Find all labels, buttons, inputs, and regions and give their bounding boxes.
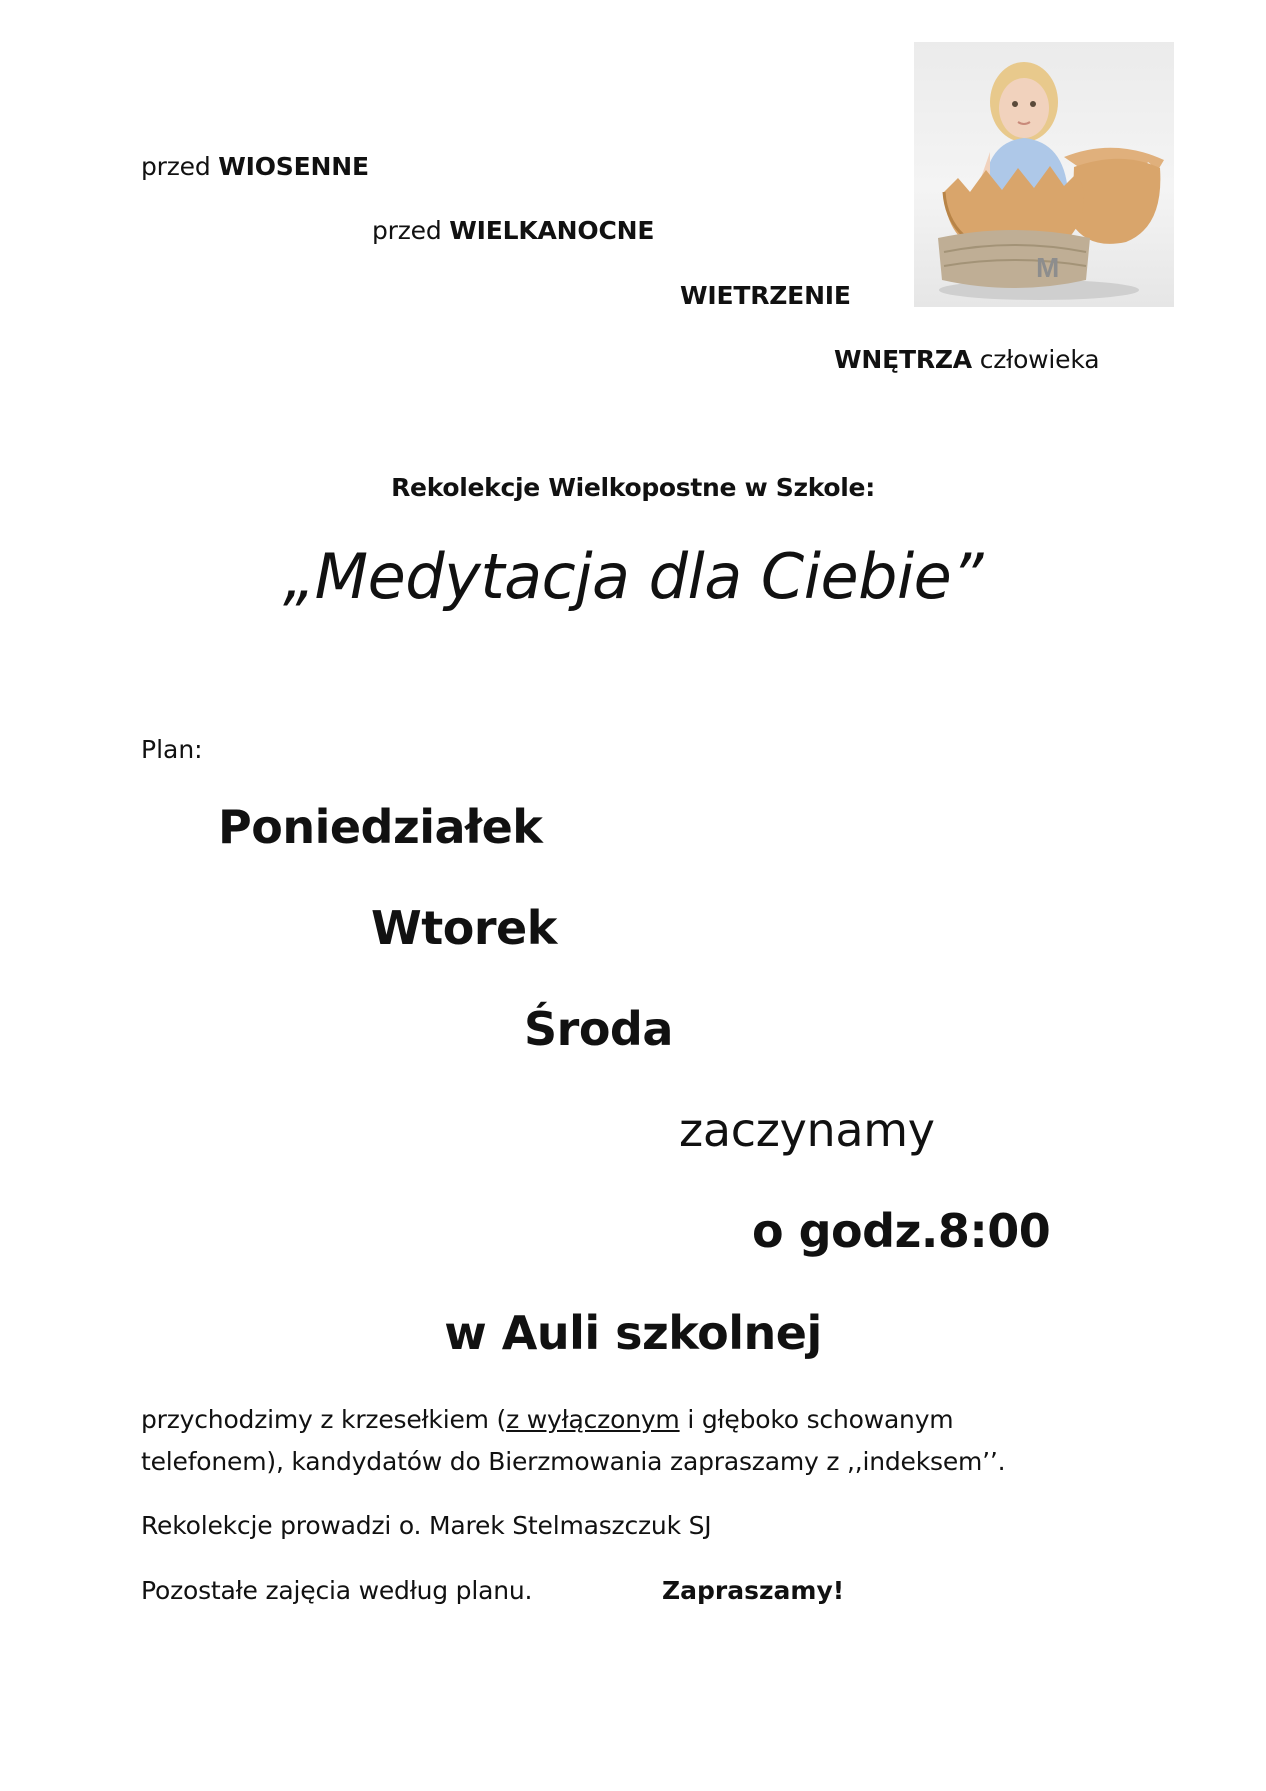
intro-line-wiosenne <box>141 152 369 181</box>
intro-line-wnetrza <box>834 345 1099 374</box>
child-face <box>999 78 1049 138</box>
day-monday: Poniedziałek <box>218 800 543 854</box>
intro-prefix: przed <box>372 216 450 245</box>
monogram-m: M <box>1036 252 1060 283</box>
paragraph-chair-line2: telefonem), kandydatów do Bierzmowania zapraszamy z ,,indeksem’’. <box>141 1447 1006 1476</box>
intro-suffix: człowieka <box>971 345 1100 374</box>
child-eye-right <box>1030 101 1036 107</box>
page-title: „Medytacja dla Ciebie” <box>283 540 983 613</box>
plan-label: Plan: <box>141 735 203 764</box>
intro-prefix: przed <box>141 152 219 181</box>
intro-bold: WIETRZENIE <box>680 281 851 310</box>
intro-bold: WIELKANOCNE <box>449 216 655 245</box>
underlined-text: z wyłączonym <box>506 1405 680 1434</box>
intro-line-wielkanocne <box>372 216 654 245</box>
paragraph-text: przychodzimy z krzesełkiem ( <box>141 1405 507 1434</box>
paragraph-text: i głęboko schowanym <box>679 1405 954 1434</box>
child-in-eggshell-photo <box>914 42 1174 307</box>
invite-text: Zapraszamy! <box>662 1576 845 1605</box>
nest-base <box>938 230 1090 288</box>
shell-half-right <box>1072 159 1160 244</box>
child-eye-left <box>1012 101 1018 107</box>
start-text: zaczynamy <box>679 1103 935 1157</box>
leader-text: Rekolekcje prowadzi o. Marek Stelmaszczuk SJ <box>141 1511 712 1540</box>
eggshell-illustration <box>914 42 1174 307</box>
day-wednesday: Środa <box>524 1002 673 1056</box>
place-text: w Auli szkolnej <box>444 1306 822 1360</box>
intro-bold: WNĘTRZA <box>834 345 972 374</box>
paragraph-chair-line1 <box>141 1399 953 1441</box>
day-tuesday: Wtorek <box>371 901 557 955</box>
intro-bold: WIOSENNE <box>218 152 369 181</box>
start-hour: o godz.8:00 <box>752 1204 1051 1258</box>
intro-line-wietrzenie <box>680 281 851 310</box>
subtitle: Rekolekcje Wielkopostne w Szkole: <box>391 473 875 502</box>
other-classes-text: Pozostałe zajęcia według planu. <box>141 1576 533 1605</box>
